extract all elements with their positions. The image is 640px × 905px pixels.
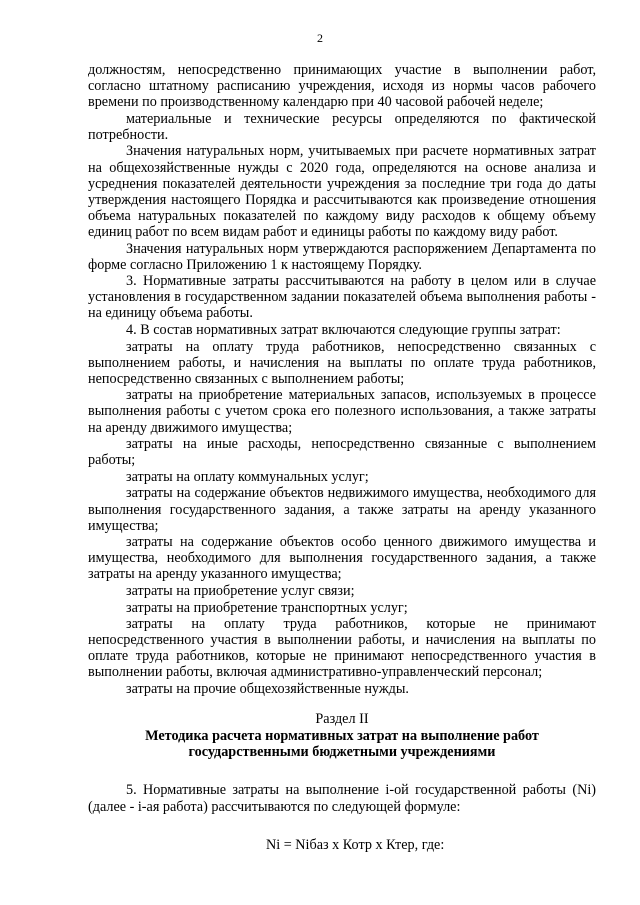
paragraph: затраты на содержание объектов особо ценного движимого имущества и имущества, необходимого для выполнения государственного задания, а также затраты на аренду указанного имущества; (88, 534, 596, 583)
paragraph: затраты на оплату коммунальных услуг; (126, 468, 369, 485)
paragraph: затраты на оплату труда работников, которые не принимают непосредственного участия в выполнении работы, и начисления на выплаты по оплате труда работников, которые не принимают непосредственного участия в выполнении работы, включая административно-управленческий персонал; (88, 616, 596, 681)
document-body (88, 62, 596, 853)
paragraph: затраты на оплату труда работников, непосредственно связанных с выполнением работы, и начисления на выплаты по оплате труда работников, непосредственно связанных с выполнением работы; (88, 338, 596, 387)
paragraph-list (88, 62, 596, 697)
paragraph: Значения натуральных норм, учитываемых при расчете нормативных затрат на общехозяйственные нужды с 2020 года, определяются на основе анализа и усреднения показателей деятельности учреждения за последние три года до даты утверждения настоящего Порядка и рассчитываются как произведение отношения объема натуральных показателей по каждому виду расходов к общему объему единиц работ по всем видам работ и единицы работы по каждому виду работ. (88, 143, 596, 240)
formula: Ni = Niбаз х Котр х Ктер, где: (266, 836, 445, 853)
paragraph: затраты на приобретение материальных запасов, используемых в процессе выполнения работы с учетом срока его полезного использования, а также затраты на аренду движимого имущества; (88, 387, 596, 436)
paragraph: затраты на иные расходы, непосредственно связанные с выполнением работы; (88, 436, 596, 469)
section-label: Раздел II (315, 711, 369, 728)
paragraph-5: 5. Нормативные затраты на выполнение i-ой государственной работы (Ni) (далее - i-ая работа) рассчитываются по следующей формуле: (88, 782, 596, 815)
section-title (88, 728, 596, 760)
paragraph: затраты на содержание объектов недвижимого имущества, необходимого для выполнения государственного задания, а также затраты на аренду указанного имущества; (88, 485, 596, 534)
paragraph: затраты на приобретение транспортных услуг; (126, 599, 408, 616)
paragraph: 4. В состав нормативных затрат включаются следующие группы затрат: (126, 322, 561, 338)
section-title-line-2: государственными бюджетными учреждениями (188, 744, 496, 761)
paragraph: 3. Нормативные затраты рассчитываются на работу в целом или в случае установления в государственном задании показателей объема выполнения работы - на единицу объема работы. (88, 273, 596, 322)
paragraph: Значения натуральных норм утверждаются распоряжением Департамента по форме согласно Приложению 1 к настоящему Порядку. (88, 240, 596, 273)
paragraph: затраты на прочие общехозяйственные нужды. (126, 681, 409, 698)
paragraph: должностям, непосредственно принимающих участие в выполнении работ, согласно штатному расписанию учреждения, исходя из нормы часов рабочего времени по производственному календарю при 40 часовой рабочей неделе; (88, 62, 596, 111)
paragraph: материальные и технические ресурсы определяются по фактической потребности. (88, 110, 596, 143)
paragraph: затраты на приобретение услуг связи; (126, 583, 355, 599)
section-title-line-1: Методика расчета нормативных затрат на выполнение работ (145, 728, 539, 745)
page-number: 2 (317, 31, 323, 45)
